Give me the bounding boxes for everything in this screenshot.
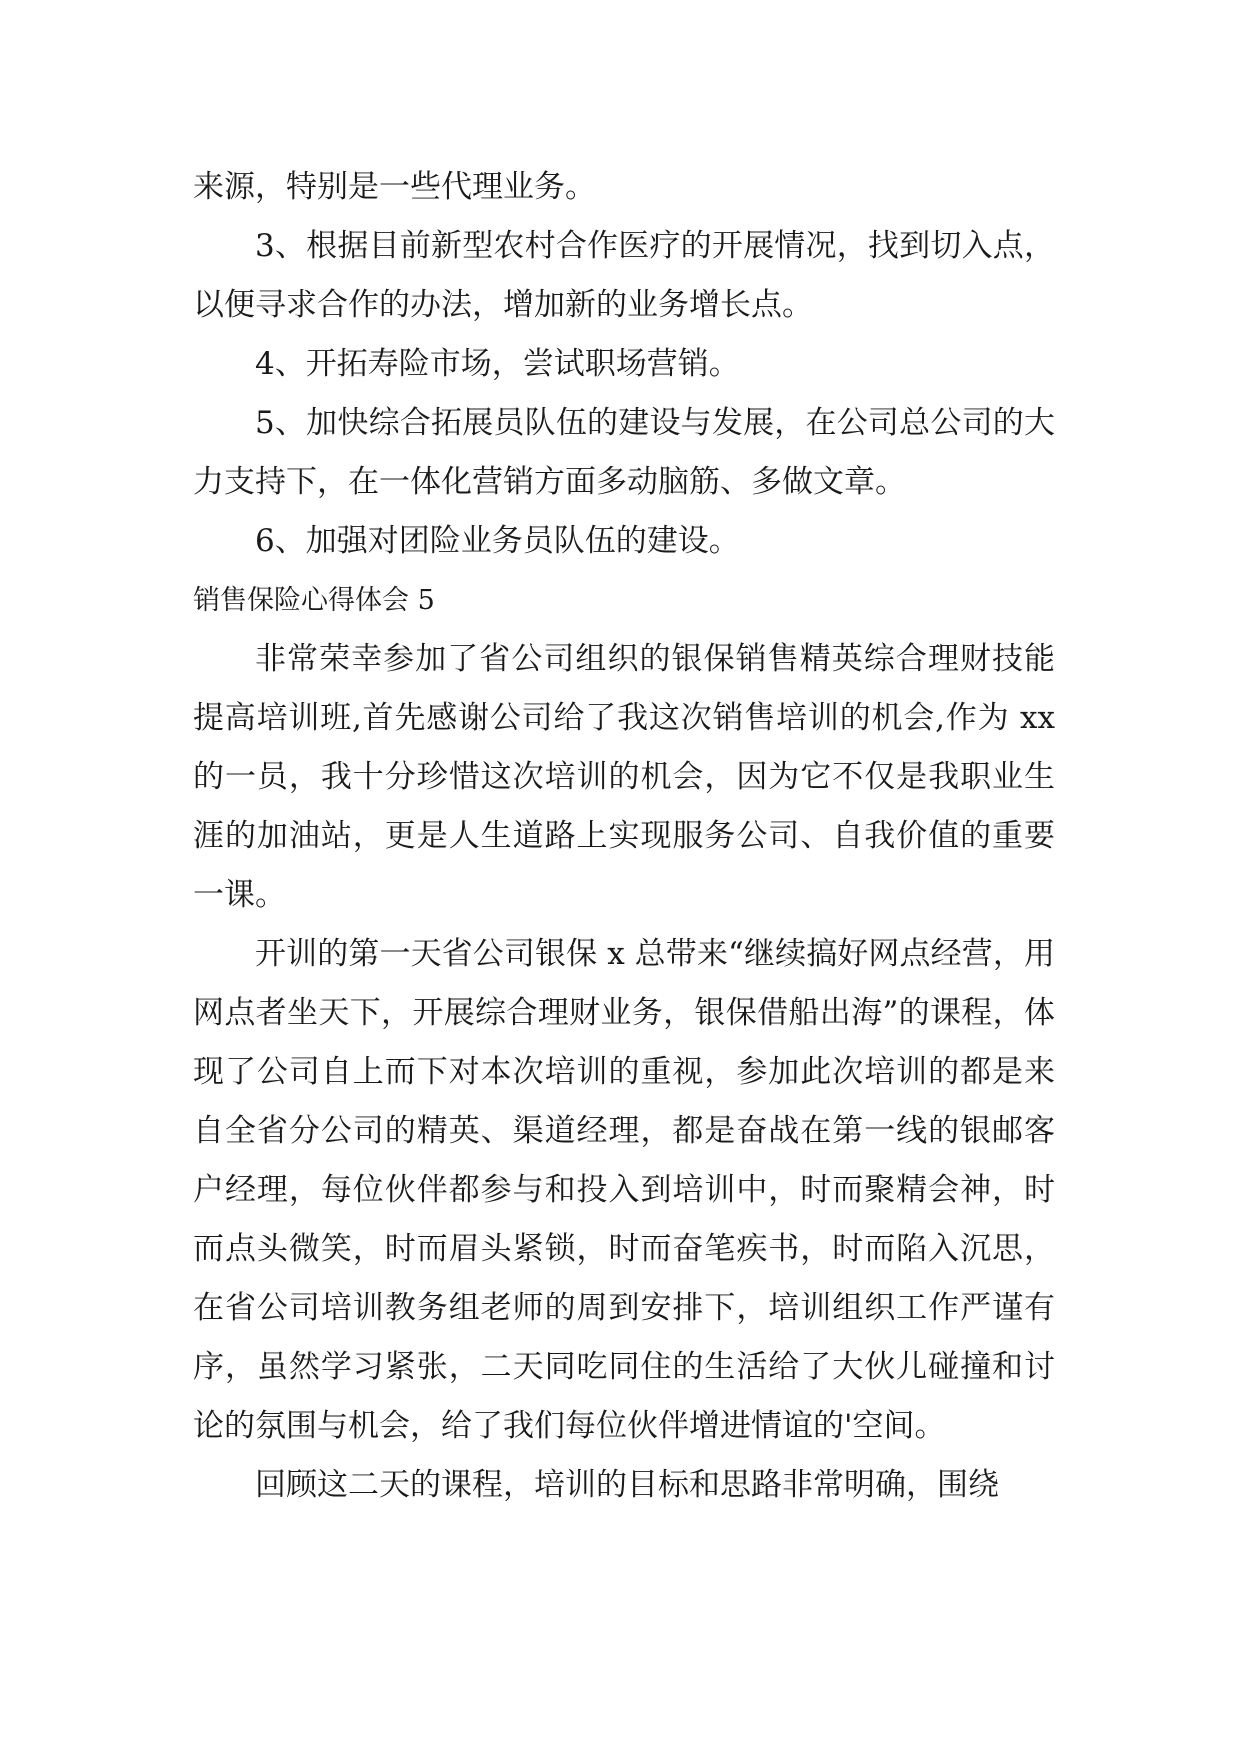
paragraph-section-3: 回顾这二天的课程，培训的目标和思路非常明确，围绕	[255, 1467, 999, 1503]
paragraph-section-1: 非常荣幸参加了省公司组织的银保销售精英综合理财技能提高培训班,首先感谢公司给了我这次销售培训的机会,作为 xx 的一员，我十分珍惜这次培训的机会，因为它不仅是我职业生涯的加油站，更是人生道路上实现服务公司、自我价值的重要一课。	[193, 641, 1055, 913]
paragraph-continued: 来源，特别是一些代理业务。	[193, 169, 596, 205]
paragraph-item-6: 6、加强对团险业务员队伍的建设。	[255, 523, 740, 559]
paragraph-item-3: 3、根据目前新型农村合作医疗的开展情况，找到切入点，以便寻求合作的办法，增加新的业务增长点。	[193, 228, 1055, 323]
document-body	[193, 158, 1055, 1515]
paragraph-item-4: 4、开拓寿险市场，尝试职场营销。	[255, 346, 740, 382]
paragraph-item-5: 5、加快综合拓展员队伍的建设与发展，在公司总公司的大力支持下，在一体化营销方面多动脑筋、多做文章。	[193, 405, 1055, 500]
section-title: 销售保险心得体会 5	[193, 585, 435, 616]
paragraph-section-2: 开训的第一天省公司银保 x 总带来“继续搞好网点经营，用网点者坐天下，开展综合理财业务，银保借船出海”的课程，体现了公司自上而下对本次培训的重视，参加此次培训的都是来自全省分公司的精英、渠道经理，都是奋战在第一线的银邮客户经理，每位伙伴都参与和投入到培训中，时而聚精会神，时而点头微笑，时而眉头紧锁，时而奋笔疾书，时而陷入沉思，在省公司培训教务组老师的周到安排下，培训组织工作严谨有序，虽然学习紧张，二天同吃同住的生活给了大伙儿碰撞和讨论的氛围与机会，给了我们每位伙伴增进情谊的'空间。	[193, 936, 1055, 1444]
